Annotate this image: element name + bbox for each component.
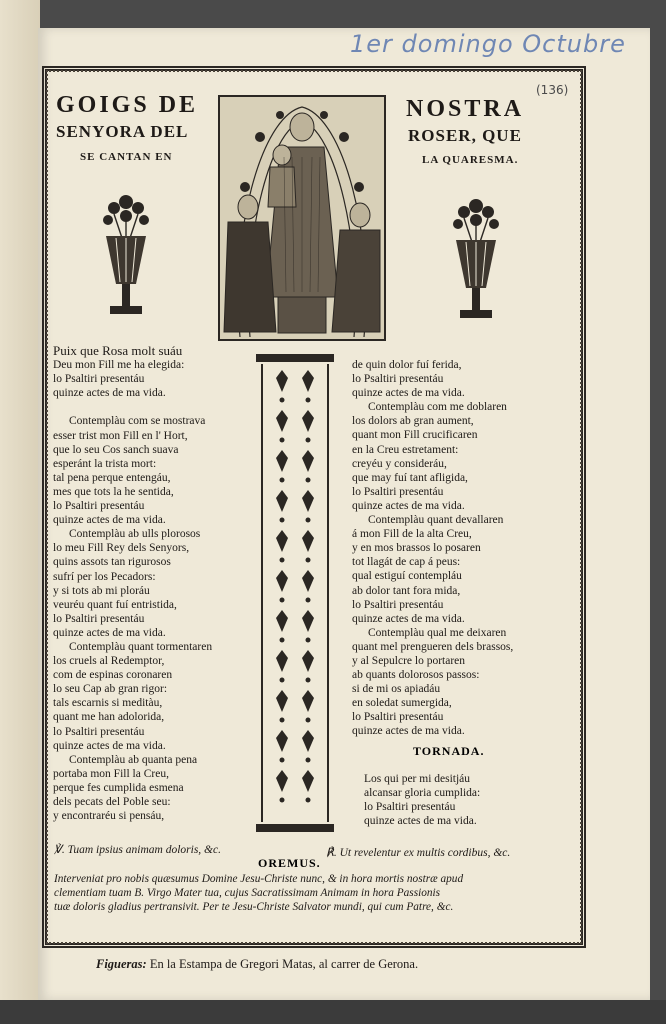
verse-line: tot llagát de cap á peus:: [352, 556, 461, 569]
verse-line: [53, 400, 212, 414]
verse-line: que lo seu Cos sanch suava: [53, 443, 179, 456]
adjacent-page: [0, 0, 40, 1024]
printer-imprint: [96, 957, 418, 972]
verse-line: Contemplàu quant tormentaren: [69, 640, 213, 653]
verse-line: quins assots tan rigurosos: [53, 556, 171, 569]
verse-line: tal pena perque entengáu,: [53, 471, 171, 484]
verse-line: quinze actes de ma vida.: [352, 725, 465, 738]
handwritten-note: 1er domingo Octubre: [350, 30, 626, 58]
verse-line: lo Psaltiri presentáu: [352, 373, 444, 386]
verse-line: Contemplàu com se mostrava: [69, 415, 206, 428]
verse-line: los dolors ab gran aument,: [352, 415, 474, 428]
verse-line: Deu mon Fill me ha elegida:: [53, 359, 185, 372]
title-word-nostra: NOSTRA: [406, 96, 525, 122]
verse-line: lo Psaltiri presentáu: [352, 485, 444, 498]
prayer-line: tuæ doloris gladius pertransivit. Per te Jesu-Christe Salvator mundi, qui cum Patre, &c.: [54, 901, 454, 913]
verse-line: y en mos brassos lo posaren: [352, 542, 481, 555]
verse-line: lo Psaltiri presentáu: [53, 612, 145, 625]
verse-line: lo Psaltiri presentáu: [352, 598, 444, 611]
title-line3-left: SE CANTAN EN: [80, 151, 173, 163]
ornamental-column: [254, 354, 336, 832]
verse-line: alcansar gloria cumplida:: [364, 787, 481, 800]
verse-line: que may fuí tant afligida,: [352, 471, 468, 484]
prayer-line: Interveniat pro nobis quæsumus Domine Jesu-Christe nunc, & in hora mortis nostræ apud: [54, 873, 464, 885]
verse-line: creyéu y consideráu,: [352, 457, 447, 470]
verse-line: sufrí per los Pecadors:: [53, 570, 156, 583]
verse-line: quant mel prengueren dels brassos,: [352, 640, 514, 653]
verse-line: Los qui per mi desitjáu: [364, 773, 471, 785]
tornada-verses: [364, 772, 480, 828]
flower-vase-left: [96, 188, 156, 328]
verse-line: dels pecats del Poble seu:: [53, 796, 171, 808]
imprint-text: En la Estampa de Gregori Matas, al carrer de Gerona.: [149, 957, 419, 971]
verse-line: com de espinas coronaren: [53, 669, 173, 682]
verse-line: quinze actes de ma vida.: [53, 514, 166, 527]
verse-line: á mon Fill de la alta Creu,: [352, 528, 472, 541]
verse-line: mes que tots la he sentida,: [53, 485, 174, 498]
page-number: (136): [536, 83, 569, 97]
verse-line: Contemplàu quant devallaren: [368, 514, 504, 527]
virgin-rosary-woodcut: [218, 95, 386, 341]
verse-line: Contemplàu ab quanta pena: [69, 753, 198, 766]
verse-line: y encontraréu si pensáu,: [53, 810, 165, 823]
flower-vase-right: [446, 192, 506, 332]
closing-prayer: [54, 872, 554, 914]
verse-line: quinze actes de ma vida.: [352, 499, 465, 512]
verse-line: lo Psaltiri presentáu: [53, 725, 145, 738]
verse-line: lo seu Cap ab gran rigor:: [53, 683, 168, 696]
verse-line: tals escarnis si meditàu,: [53, 697, 163, 710]
verse-line: perque fes cumplida esmena: [53, 781, 184, 794]
verse-line: ab dolor tant fora mida,: [352, 584, 461, 597]
verse-line: quinze actes de ma vida.: [53, 626, 166, 639]
verse-line: lo Psaltiri presentáu: [53, 500, 145, 513]
verse-line: quinze actes de ma vida.: [352, 612, 465, 625]
verse-line: lo Psaltiri presentáu: [53, 373, 145, 386]
verse-line: quant me han adolorida,: [53, 711, 165, 724]
verse-line: lo Psaltiri presentáu: [364, 801, 456, 814]
right-verse-column: [352, 358, 513, 739]
verse-line: quant mon Fill crucificaren: [352, 429, 478, 442]
verse-line: esperánt la trista mort:: [53, 457, 157, 470]
verse-line: qual estiguí contempláu: [352, 570, 462, 583]
verse-line: portaba mon Fill la Creu,: [53, 767, 169, 780]
verse-line: quinze actes de ma vida.: [53, 739, 166, 752]
verse-line: ab quants dolorosos passos:: [352, 669, 480, 682]
title-line3-right: LA QUARESMA.: [422, 154, 519, 166]
tornada-heading: TORNADA.: [413, 744, 485, 758]
verse-line: en soledat sumergida,: [352, 697, 452, 710]
title-line2-right: ROSER, QUE: [408, 126, 522, 145]
verse-line: esser trist mon Fill en l' Hort,: [53, 429, 188, 442]
verse-line: veuréu quant fuí entristida,: [53, 598, 177, 611]
verse-line: de quin dolor fuí ferida,: [352, 359, 462, 371]
verse-line: quinze actes de ma vida.: [352, 387, 465, 400]
verse-line: Puix que Rosa molt suáu: [53, 343, 183, 358]
response: ℟. Ut revelentur ex multis cordibus, &c.: [326, 847, 511, 859]
left-verse-column: [53, 344, 212, 823]
verse-line: Contemplàu ab ulls plorosos: [69, 528, 201, 541]
verse-line: Contemplàu com me doblaren: [368, 401, 507, 414]
title-line2-left: SENYORA DEL: [56, 122, 189, 141]
verse-line: los cruels al Redemptor,: [53, 655, 165, 668]
verse-line: lo meu Fill Rey dels Senyors,: [53, 542, 190, 555]
verse-line: y al Sepulcre lo portaren: [352, 654, 466, 667]
verse-line: en la Creu estretament:: [352, 443, 459, 456]
verse-line: quinze actes de ma vida.: [364, 815, 477, 828]
verse-line: lo Psaltiri presentáu: [352, 711, 444, 724]
title-word-goigs: GOIGS DE: [56, 92, 199, 118]
versicle: ℣. Tuam ipsius animam doloris, &c.: [54, 844, 221, 856]
background-shadow: [0, 1000, 666, 1024]
oremus-heading: OREMUS.: [258, 856, 321, 870]
prayer-line: clementiam tuam B. Virgo Mater tua, cujus Sacratissimam Animam in hora Passionis: [54, 887, 441, 899]
imprint-place: Figueras:: [96, 957, 147, 971]
verse-line: y si tots ab mi ploráu: [53, 584, 150, 597]
verse-line: quinze actes de ma vida.: [53, 387, 166, 400]
verse-line: Contemplàu qual me deixaren: [368, 626, 507, 639]
verse-line: si de mi os apiadáu: [352, 683, 441, 696]
